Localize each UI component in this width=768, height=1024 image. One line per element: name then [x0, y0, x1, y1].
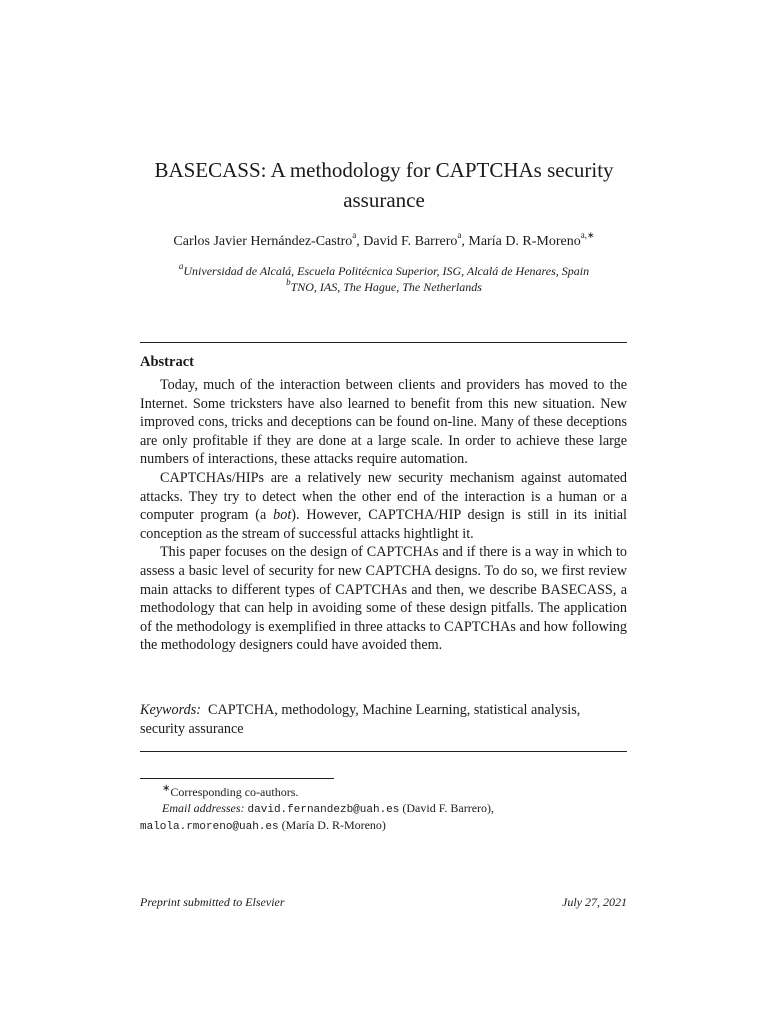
abstract-top-rule — [140, 342, 627, 343]
footnote-corresponding: ∗Corresponding co-authors. — [162, 783, 299, 799]
author-affiliation-mark: a — [352, 230, 357, 241]
keywords-label: Keywords: — [140, 702, 201, 718]
footnote-emails-cont — [140, 818, 627, 836]
abstract-body — [140, 376, 627, 655]
affiliation-text: TNO, IAS, The Hague, The Netherlands — [290, 280, 482, 294]
email-link[interactable]: malola.rmoreno@uah.es — [140, 821, 279, 833]
preprint-date: July 27, 2021 — [562, 895, 627, 909]
affiliation — [120, 279, 648, 295]
author-name: Carlos Javier Hernández-Castro — [173, 234, 353, 249]
author-list: Carlos Javier Hernández-Castro$^a$, David F. Barrero$^a$, María D. R-Moreno$^{a,∗}$ — [173, 230, 595, 249]
affiliation-mark: b — [286, 277, 291, 287]
emphasized-term: bot — [273, 507, 292, 524]
abstract-paragraph: Today, much of the interaction between clients and providers has moved to the Internet. Some tricksters have also learned to benefit from this new situation. New improved cons, tricks and deceptions can be found on-line. Many of these deceptions are only profitable if they are done at a large scale. In order to achieve these large numbers of interactions, these attacks require automation. — [140, 377, 627, 468]
email-owner: (David F. Barrero), — [402, 800, 495, 815]
keywords-text: CAPTCHA, methodology, Machine Learning, statistical analysis, security assurance — [140, 702, 581, 737]
abstract-paragraph: CAPTCHAs/HIPs are a relatively new security mechanism against automated attacks. They try to detect when the other end of the interaction is a human or a computer program (a bot). However, CAPTCHA/HIP design is still in its initial conception as the stream of successful attacks hightlight it. — [140, 469, 627, 542]
footnote-marker: ∗ — [162, 783, 171, 794]
affiliation-text: Universidad de Alcalá, Escuela Politécnica Superior, ISG, Alcalá de Henares, Spain — [183, 264, 590, 278]
preprint-note: Preprint submitted to Elsevier — [140, 895, 285, 909]
abstract-bottom-rule — [140, 751, 627, 752]
abstract-paragraph: This paper focuses on the design of CAPTCHAs and if there is a way in which to assess a basic level of security for new CAPTCHA designs. To do so, we first review main attacks to different types of CAPTCHAs and then, we describe BASECASS, a methodology that can help in avoiding some of these design pitfalls. The application of the methodology is exemplified in three attacks to CAPTCHAs and how following the methodology designers could have avoided them. — [140, 544, 627, 654]
email-owner: (María D. R-Moreno) — [281, 818, 386, 832]
paper-title: BASECASS: A methodology for CAPTCHAs security assurance — [154, 158, 614, 212]
author-affiliation-mark: a — [457, 230, 462, 241]
author-affiliation-mark: a,∗ — [580, 230, 595, 241]
footnote-rule — [140, 778, 334, 779]
author-name: David F. Barrero — [363, 234, 458, 249]
affiliation — [120, 263, 648, 279]
affiliation-mark: a — [178, 261, 184, 271]
email-label: Email addresses: — [162, 800, 245, 815]
affiliation-list — [120, 263, 648, 295]
email-link[interactable]: david.fernandezb@uah.es — [247, 803, 400, 816]
footnotes — [140, 781, 627, 836]
keywords — [140, 701, 627, 738]
abstract-heading: Abstract — [140, 354, 194, 370]
footnote-emails — [140, 801, 627, 819]
author-name: María D. R-Moreno — [468, 234, 581, 249]
